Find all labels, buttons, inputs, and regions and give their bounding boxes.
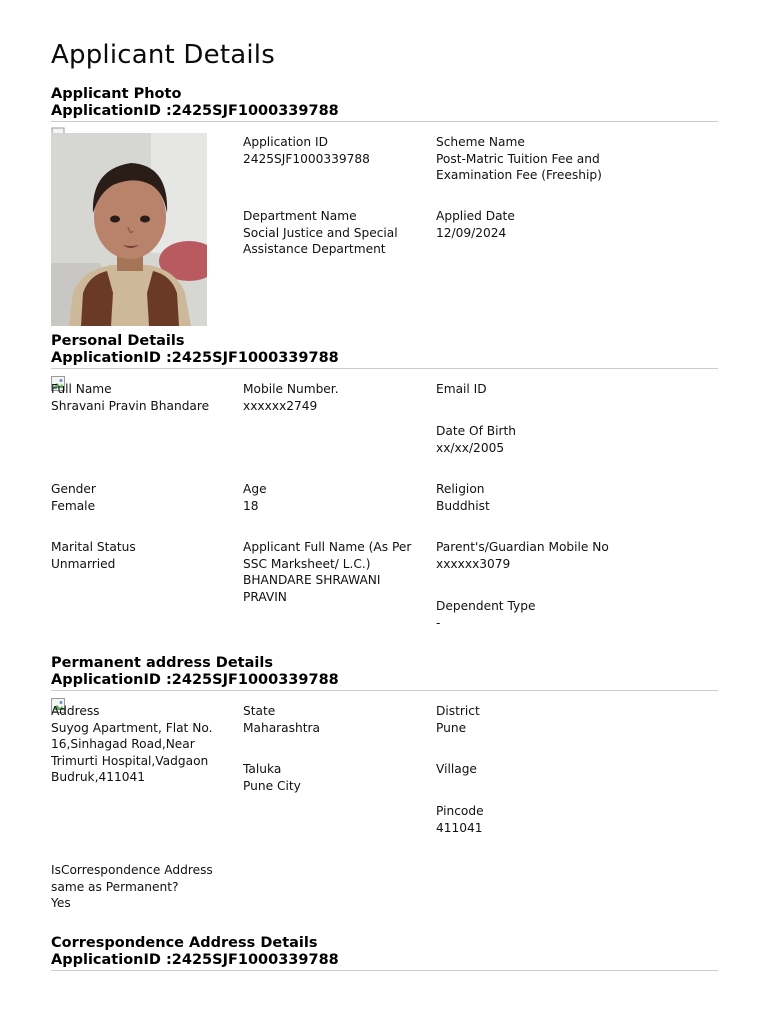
field-value: 12/09/2024 bbox=[436, 225, 507, 240]
section-application-id: ApplicationID :2425SJF1000339788 bbox=[51, 103, 339, 119]
field-label: Department Name bbox=[243, 209, 357, 223]
section-personal-details-header bbox=[51, 333, 339, 367]
field-application-id bbox=[243, 134, 370, 167]
page-title: Applicant Details bbox=[51, 40, 275, 70]
field-label: Address bbox=[51, 704, 100, 718]
field-address bbox=[51, 703, 212, 786]
field-label: Parent's/Guardian Mobile No bbox=[436, 540, 609, 554]
field-value: Suyog Apartment, Flat No. 16,Sinhagad Road,Near Trimurti Hospital,Vadgaon Budruk,411041 bbox=[51, 720, 213, 784]
section-divider bbox=[51, 368, 718, 369]
field-label: District bbox=[436, 704, 480, 718]
field-applied-date bbox=[436, 208, 515, 241]
field-correspondence-same bbox=[51, 862, 213, 912]
field-label: Dependent Type bbox=[436, 599, 536, 613]
section-title: Correspondence Address Details bbox=[51, 935, 318, 951]
field-taluka bbox=[243, 761, 301, 794]
field-label: Village bbox=[436, 762, 477, 776]
field-label: Email ID bbox=[436, 382, 487, 396]
field-value: BHANDARE SHRAWANI PRAVIN bbox=[243, 573, 381, 604]
field-value: xx/xx/2005 bbox=[436, 440, 505, 455]
section-correspondence-header bbox=[51, 935, 339, 969]
field-label: Pincode bbox=[436, 804, 484, 818]
section-divider bbox=[51, 121, 718, 122]
field-value: Pune bbox=[436, 720, 467, 735]
section-permanent-address-header bbox=[51, 655, 339, 689]
section-application-id: ApplicationID :2425SJF1000339788 bbox=[51, 672, 339, 688]
section-applicant-photo-header bbox=[51, 86, 339, 120]
field-email-id bbox=[436, 381, 487, 398]
field-value: Post-Matric Tuition Fee and Examination Fee (Freeship) bbox=[436, 151, 602, 182]
field-marital-status bbox=[51, 539, 136, 572]
field-label: Religion bbox=[436, 482, 485, 496]
applicant-photo bbox=[51, 133, 207, 326]
field-value: Social Justice and Special Assistance Department bbox=[243, 225, 398, 256]
field-religion bbox=[436, 481, 490, 514]
field-value: Yes bbox=[51, 896, 71, 910]
field-date-of-birth bbox=[436, 423, 516, 456]
section-title: Personal Details bbox=[51, 333, 185, 349]
field-label: Gender bbox=[51, 482, 96, 496]
field-guardian-mobile bbox=[436, 539, 609, 572]
field-label: State bbox=[243, 704, 276, 718]
field-scheme-name bbox=[436, 134, 602, 184]
field-district bbox=[436, 703, 480, 736]
field-value: 18 bbox=[243, 498, 259, 513]
section-divider bbox=[51, 970, 718, 971]
field-label: Applied Date bbox=[436, 209, 515, 223]
field-value: xxxxxx2749 bbox=[243, 398, 318, 413]
field-label: Mobile Number. bbox=[243, 382, 339, 396]
field-value: Female bbox=[51, 498, 96, 513]
field-value: Pune City bbox=[243, 778, 301, 793]
field-ssc-full-name bbox=[243, 539, 411, 605]
section-divider bbox=[51, 690, 718, 691]
section-title: Applicant Photo bbox=[51, 86, 182, 102]
field-full-name bbox=[51, 381, 209, 414]
field-dependent-type bbox=[436, 598, 535, 631]
field-department-name bbox=[243, 208, 398, 258]
field-value: 2425SJF1000339788 bbox=[243, 151, 370, 166]
field-state bbox=[243, 703, 320, 736]
field-value: Maharashtra bbox=[243, 720, 320, 735]
field-label: Full Name bbox=[51, 382, 112, 396]
field-value: - bbox=[436, 615, 441, 630]
field-value: Unmarried bbox=[51, 556, 116, 571]
field-gender bbox=[51, 481, 96, 514]
field-label: Scheme Name bbox=[436, 135, 525, 149]
field-label: Applicant Full Name (As Per SSC Marksheet/ L.C.) bbox=[243, 540, 412, 571]
section-application-id: ApplicationID :2425SJF1000339788 bbox=[51, 350, 339, 366]
field-village bbox=[436, 761, 477, 778]
field-pincode bbox=[436, 803, 484, 836]
field-label: Marital Status bbox=[51, 540, 136, 554]
field-label: Date Of Birth bbox=[436, 424, 517, 438]
field-value: xxxxxx3079 bbox=[436, 556, 511, 571]
field-mobile-number bbox=[243, 381, 339, 414]
section-title: Permanent address Details bbox=[51, 655, 273, 671]
field-label: Age bbox=[243, 482, 267, 496]
field-label: IsCorrespondence Address same as Permanent? bbox=[51, 863, 213, 894]
field-value: Shravani Pravin Bhandare bbox=[51, 398, 210, 413]
section-application-id: ApplicationID :2425SJF1000339788 bbox=[51, 952, 339, 968]
field-age bbox=[243, 481, 267, 514]
field-label: Taluka bbox=[243, 762, 282, 776]
field-value: 411041 bbox=[436, 820, 483, 835]
field-label: Application ID bbox=[243, 135, 328, 149]
field-value: Buddhist bbox=[436, 498, 490, 513]
